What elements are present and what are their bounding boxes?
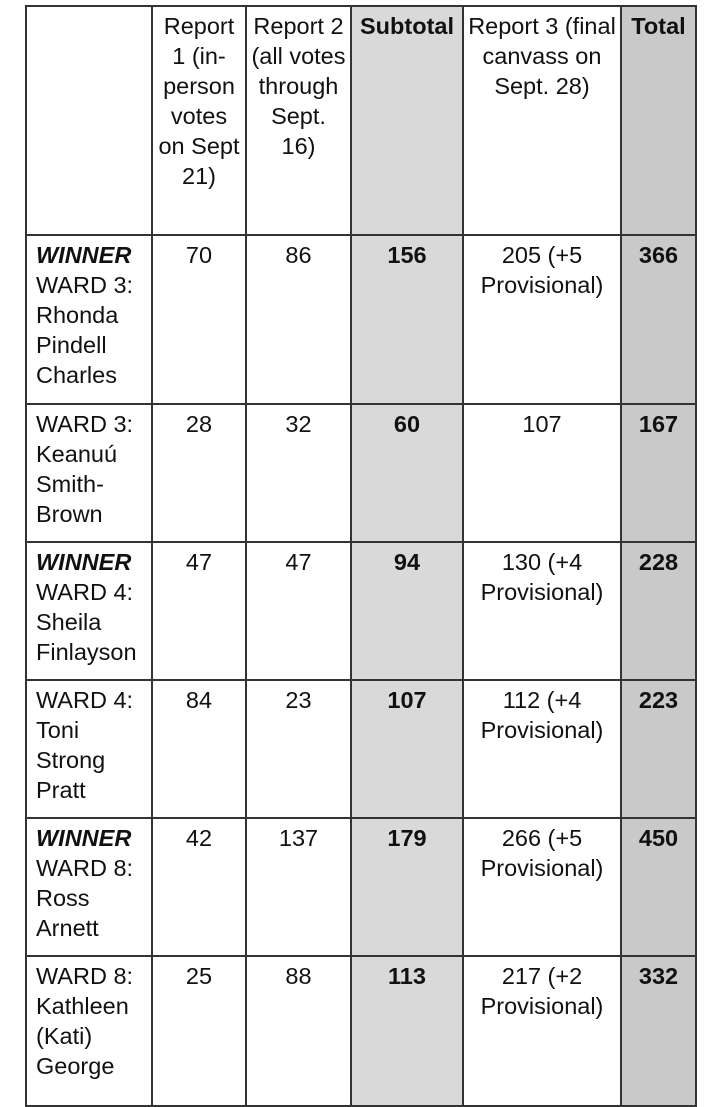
election-results-table	[25, 5, 697, 1107]
candidate-cell	[26, 404, 152, 542]
subtotal-value: 94	[351, 542, 463, 680]
report-2-value: 23	[246, 680, 351, 818]
total-value: 332	[621, 956, 696, 1106]
candidate-cell	[26, 680, 152, 818]
report-1-value: 84	[152, 680, 246, 818]
subtotal-value: 107	[351, 680, 463, 818]
subtotal-value: 179	[351, 818, 463, 956]
report-1-value: 70	[152, 235, 246, 404]
total-value: 223	[621, 680, 696, 818]
total-value: 366	[621, 235, 696, 404]
header-row	[26, 6, 696, 235]
header-report-2: Report 2 (all votes through Sept. 16)	[246, 6, 351, 235]
candidate-cell	[26, 542, 152, 680]
subtotal-value: 113	[351, 956, 463, 1106]
winner-label: WINNER	[36, 242, 132, 268]
report-1-value: 25	[152, 956, 246, 1106]
candidate-cell	[26, 818, 152, 956]
report-2-value: 88	[246, 956, 351, 1106]
header-candidate	[26, 6, 152, 235]
candidate-name: WARD 8: Kathleen (Kati) George	[36, 963, 134, 1079]
winner-label: WINNER	[36, 825, 132, 851]
report-3-value: 205 (+5 Provisional)	[463, 235, 621, 404]
table-row	[26, 542, 696, 680]
candidate-name: WARD 4: Sheila Finlayson	[36, 579, 137, 665]
table-row	[26, 404, 696, 542]
candidate-name: WARD 3: Rhonda Pindell Charles	[36, 272, 134, 388]
report-3-value: 107	[463, 404, 621, 542]
candidate-cell	[26, 235, 152, 404]
candidate-cell	[26, 956, 152, 1106]
report-1-value: 47	[152, 542, 246, 680]
report-3-value: 130 (+4 Provisional)	[463, 542, 621, 680]
table-row	[26, 818, 696, 956]
table-row	[26, 235, 696, 404]
report-3-value: 217 (+2 Provisional)	[463, 956, 621, 1106]
header-total: Total	[621, 6, 696, 235]
report-2-value: 86	[246, 235, 351, 404]
report-3-value: 266 (+5 Provisional)	[463, 818, 621, 956]
subtotal-value: 60	[351, 404, 463, 542]
table-row	[26, 680, 696, 818]
report-2-value: 32	[246, 404, 351, 542]
report-2-value: 47	[246, 542, 351, 680]
subtotal-value: 156	[351, 235, 463, 404]
winner-label: WINNER	[36, 549, 132, 575]
candidate-name: WARD 4: Toni Strong Pratt	[36, 687, 134, 803]
table-row	[26, 956, 696, 1106]
report-1-value: 28	[152, 404, 246, 542]
report-1-value: 42	[152, 818, 246, 956]
total-value: 228	[621, 542, 696, 680]
header-subtotal: Subtotal	[351, 6, 463, 235]
header-report-1: Report 1 (in-person votes on Sept 21)	[152, 6, 246, 235]
report-3-value: 112 (+4 Provisional)	[463, 680, 621, 818]
candidate-name: WARD 8: Ross Arnett	[36, 855, 134, 941]
header-report-3: Report 3 (final canvass on Sept. 28)	[463, 6, 621, 235]
total-value: 450	[621, 818, 696, 956]
total-value: 167	[621, 404, 696, 542]
candidate-name: WARD 3: Keanuú Smith-Brown	[36, 411, 134, 527]
report-2-value: 137	[246, 818, 351, 956]
